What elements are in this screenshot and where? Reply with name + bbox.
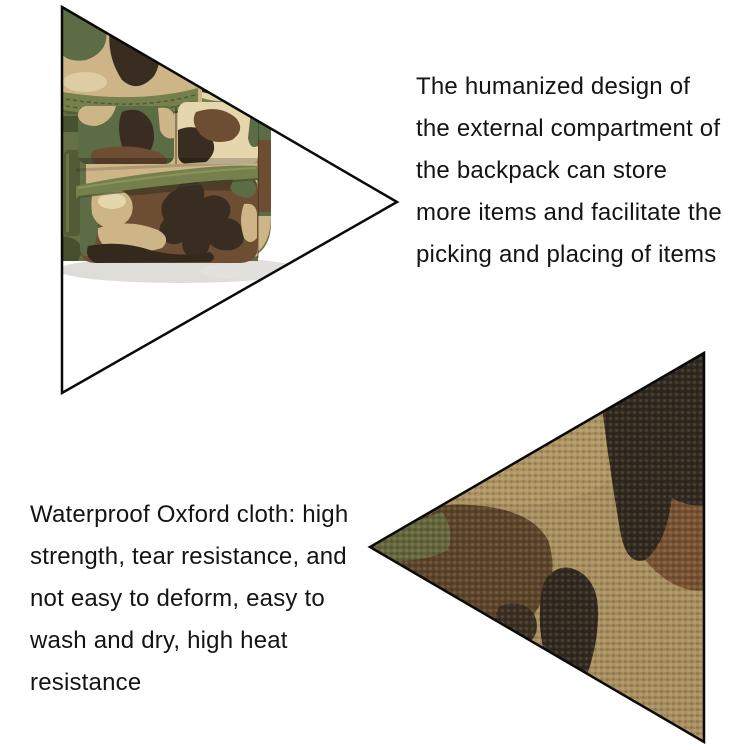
caption-line: not easy to deform, easy to [30, 585, 325, 612]
backpack-photo [56, 0, 316, 283]
backpack-mid-right-pocket [178, 102, 258, 164]
caption-line: strength, tear resistance, and [30, 543, 347, 570]
caption-line: resistance [30, 669, 142, 696]
backpack-mid-left-pocket [78, 106, 174, 164]
caption-line: Waterproof Oxford cloth: high [30, 501, 349, 528]
caption-line: picking and placing of items [416, 241, 717, 268]
caption-line: the external compartment of [416, 115, 721, 142]
compartment-description [416, 66, 722, 276]
camo-fabric-swatch [365, 340, 710, 748]
caption-line: more items and facilitate the [416, 199, 722, 226]
caption-line: wash and dry, high heat [30, 627, 288, 654]
caption-line: The humanized design of [416, 73, 691, 100]
fabric-weave-texture [365, 348, 710, 748]
material-description [30, 494, 348, 704]
caption-line: the backpack can store [416, 157, 668, 184]
